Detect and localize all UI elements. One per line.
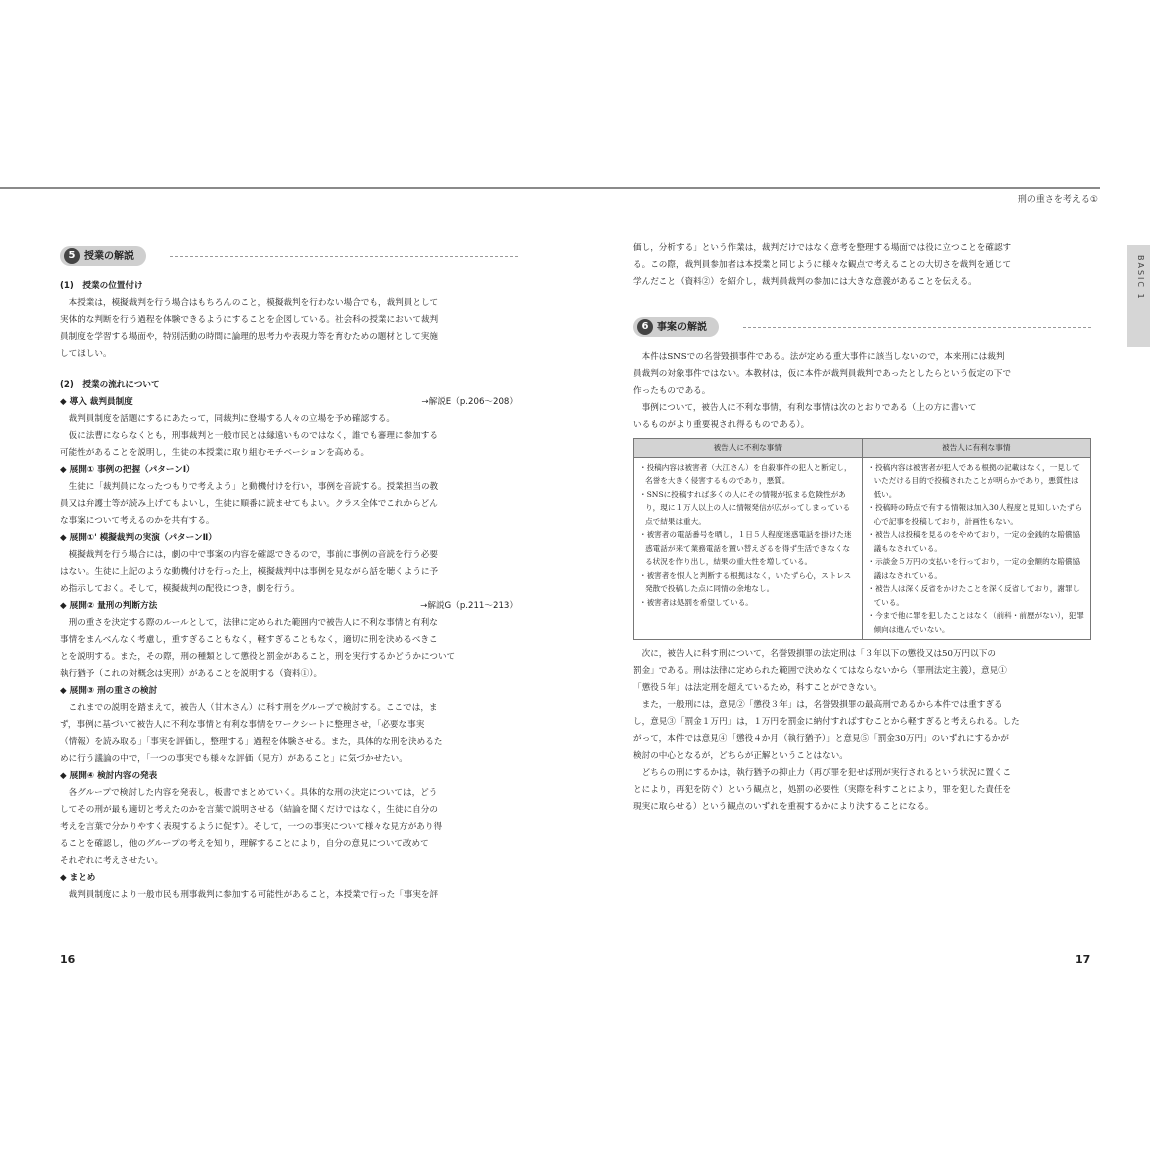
text-line: 事例について，被告人に不利な事情，有利な事情は次のとおりである（上の方に書いて (641, 403, 977, 413)
page-number-right: 17 (1075, 953, 1091, 966)
table-header-favorable: 被告人に有利な事情 (862, 439, 1091, 458)
text-line: これまでの説明を踏まえて，被告人（甘木さん）に科す刑をグループで検討する。ここでは，ま (68, 703, 438, 713)
bullet-heading: ◆ 展開① 事例の把握（パターンⅠ） (60, 465, 195, 475)
list-item: ・ 被告人は深く反省をかけたことを深く反省しており，謝罪している。 (868, 582, 1086, 609)
section-number: 6 (637, 319, 653, 335)
text-line: いるものがより重要視され得るものである）。 (633, 420, 810, 430)
text-line: とを説明する。また，その際，刑の種類として懲役と罰金があること，刑を実行するかどうかについて (60, 652, 456, 662)
text-line: 「懲役５年」は法定刑を超えているため，科すことができない。 (633, 683, 882, 693)
subheading: (2) 授業の流れについて (60, 380, 160, 390)
section-6-heading (633, 317, 1091, 339)
text-line: 仮に法曹にならなくとも，刑事裁判と一般市民とは縁遠いものではなく，誰でも審理に参加する (68, 431, 438, 441)
text-line: 各グループで検討した内容を発表し，板書でまとめていく。具体的な刑の決定については，どう (68, 788, 438, 798)
list-item: ・ 被害者は処罰を希望している。 (639, 596, 857, 610)
text-line: めに行う議論の中で，「一つの事実でも様々な評価（見方）があること」に気づかせたい。 (60, 754, 408, 764)
text-line: し，意見③「罰金１万円」は，１万円を罰金に納付すればすむことから軽すぎると考えられる。した (633, 717, 1020, 727)
text-line: 罰金」である。刑は法律に定められた範囲で決めなくてはならないから（罪刑法定主義），意見① (633, 666, 1007, 676)
text-line: な事案について考えるのかを共有する。 (60, 516, 215, 526)
cross-reference: →解説E（p.206〜208） (421, 397, 518, 407)
text-line: してその刑が最も適切と考えたのかを言葉で説明させる（結論を聞くだけではなく，生徒に自分の (60, 805, 438, 815)
text-line: 次に，被告人に科す刑について，名誉毀損罪の法定刑は「３年以下の懲役又は50万円以下の (641, 649, 996, 659)
bullet-heading: ◆ 展開③ 刑の重さの検討 (60, 686, 158, 696)
text-line: どちらの刑にするかは，執行猶予の抑止力（再び罪を犯せば刑が実行されるという状況に置くこ (641, 768, 1012, 778)
bullet-label: 展開③ 刑の重さの検討 (69, 686, 158, 696)
header-rule (0, 187, 1100, 189)
text-line: 裁判員制度を話題にするにあたって，同裁判に登場する人々の立場を予め確認する。 (68, 414, 395, 424)
list-item: ・ 投稿内容は被害者が犯人である根拠の記載はなく，一見していただける目的で投稿されたことが明らかであり，悪質性は低い。 (868, 461, 1086, 502)
text-line: 現実に取らせる）という観点のいずれを重視するかにより決することになる。 (633, 802, 934, 812)
bullet-label: 展開① 事例の把握（パターンⅠ） (69, 465, 195, 475)
text-line: 作ったものである。 (633, 386, 711, 396)
text-line: る。この際，裁判員参加者は本授業と同じように様々な観点で考えることの大切さを裁判を通じて (633, 260, 1012, 270)
text-line: はない。生徒に上記のような動機付けを行った上，模擬裁判中は事例を見ながら話を聴くように予 (60, 567, 439, 577)
bullet-heading: ◆ 展開② 量刑の判断方法 →解説G（p.211〜213） (60, 598, 518, 615)
text-line: とにより，再犯を防ぐ）という観点と，処罰の必要性（実際を科すことにより，罪を犯した責任を (633, 785, 1012, 795)
text-line: 可能性があることを説明し，生徒の本授業に取り組むモチベーションを高める。 (60, 448, 370, 458)
bullet-heading: ◆ 展開①' 模擬裁判の実演（パターンⅡ） (60, 533, 217, 543)
section-title: 授業の解説 (84, 250, 134, 262)
bullet-label: 展開② 量刑の判断方法 (69, 601, 158, 611)
list-item: ・ 今まで他に罪を犯したことはなく（前科・前歴がない），犯罪傾向は進んでいない。 (868, 609, 1086, 636)
text-line: め指示しておく。そして，模擬裁判の配役につき，劇を行う。 (60, 584, 300, 594)
running-title: 刑の重さを考える① (1017, 195, 1098, 205)
left-page (60, 240, 518, 904)
cross-reference: →解説G（p.211〜213） (420, 601, 518, 611)
list-item: ・ SNSに投稿すれば多くの人にその情報が拡まる危険性があり，現に１万人以上の人に情報発信が広がってしまっている点で結果は重大。 (639, 488, 857, 529)
bullet-heading: ◆ 展開④ 検討内容の発表 (60, 771, 158, 781)
side-tab-label: BASIC 1 (1136, 255, 1145, 301)
bullet-heading: ◆ 導入 裁判員制度 →解説E（p.206〜208） (60, 394, 518, 411)
section-title: 事案の解説 (657, 321, 707, 333)
table-header-unfavorable: 被告人に不利な事情 (634, 439, 863, 458)
bullet-label: 展開④ 検討内容の発表 (69, 771, 158, 781)
text-line: 刑の重さを決定する際のルールとして，法律に定められた範囲内で被告人に不利な事情と有利な (68, 618, 438, 628)
page-number-left: 16 (60, 953, 76, 966)
list-item: ・ 示談金５万円の支払いを行っており，一定の金額的な賠償協議はなされている。 (868, 555, 1086, 582)
bullet-heading: ◆ まとめ (60, 873, 96, 883)
text-line: 本授業は，模擬裁判を行う場合はもちろんのこと，模擬裁判を行わない場合でも，裁判員として (68, 298, 439, 308)
text-line: 検討の中心となるが，どちらが正解ということはない。 (633, 751, 848, 761)
text-line: それぞれに考えさせたい。 (60, 856, 164, 866)
text-line: ることを確認し，他のグループの考えを知り，理解することにより，自分の意見について改めて (60, 839, 429, 849)
list-item: ・ 被害者の電話番号を晒し，１日５人程度迷惑電話を掛けた迷惑電話が来て業務電話を置い替えざるを得ず生活できなくなる状況を作り出し，結果の重大性を増している。 (639, 528, 857, 569)
text-line: 本件はSNSでの名誉毀損事件である。法が定める重大事件に該当しないので，本来刑には裁判 (641, 352, 1005, 362)
text-line: 執行猶予（これの対概念は実刑）があることを説明する（資料①）。 (60, 669, 323, 679)
text-line: （情報）を読み取る」「事実を評価し，整理する」過程を体験させる。また，具体的な刑を決めるた (60, 737, 443, 747)
text-line: また，一般刑には，意見②「懲役３年」は，名誉毀損罪の最高刑であるから本件では重すぎる (641, 700, 1003, 710)
text-line: 事情をまんべんなく考慮し，重すぎることもなく，軽すぎることもなく，適切に刑を決めるべきこ (60, 635, 438, 645)
text-line: 員又は弁護士等が読み上げてもよいし，生徒に順番に読ませてもよい。クラス全体でこれからどん (60, 499, 438, 509)
list-item: ・ 投稿内容は被害者（大江さん）を自殺事件の犯人と断定し，名誉を大きく侵害するものであり，悪質。 (639, 461, 857, 488)
text-line: がって，本件では意見④「懲役４か月（執行猶予）」と意見⑤「罰金30万円」のいずれにするかが (633, 734, 1009, 744)
list-item: ・ 被害者を恨人と判断する根拠はなく，いたずら心，ストレス発散で投稿した点に同情の余地なし。 (639, 569, 857, 596)
text-line: 価し，分析する」という作業は，裁判だけではなく意考を整理する場面では役に立つことを確認す (633, 243, 1012, 253)
section-5-heading (60, 246, 518, 268)
favorable-cell (862, 457, 1091, 640)
subheading: (1) 授業の位置付け (60, 281, 143, 291)
text-line: 模擬裁判を行う場合には，劇の中で事案の内容を確認できるので，事前に事例の音読を行う必要 (68, 550, 438, 560)
paragraph (60, 295, 518, 363)
bullet-label: まとめ (69, 873, 96, 883)
text-line: 裁判員制度により一般市民も刑事裁判に参加する可能性があること，本授業で行った「事実を評 (68, 890, 439, 900)
section-number: 5 (64, 248, 80, 264)
text-line: 学んだこと（資料②）を紹介し，裁判員裁判の参加には大きな意義があることを伝える。 (633, 277, 977, 287)
text-line: 員制度を学習する場面や，特別活動の時間に論理的思考力や表現力等を育むための題材として実施 (60, 332, 438, 342)
bullet-label: 導入 裁判員制度 (69, 397, 133, 407)
text-line: ず，事例に基づいて被告人に不利な事情と有利な事情をワークシートに整理させ，「必要な事実 (60, 720, 425, 730)
bullet-label: 展開①' 模擬裁判の実演（パターンⅡ） (69, 533, 217, 543)
unfavorable-cell (634, 457, 863, 640)
list-item: ・ 投稿時の時点で有する情報は加入30人程度と見知しいたずら心で記事を投稿しており，計画性もない。 (868, 501, 1086, 528)
text-line: 生徒に「裁判員になったつもりで考えよう」と動機付けを行い，事例を音読する。授業担当の教 (68, 482, 439, 492)
right-page (633, 240, 1091, 816)
text-line: してほしい。 (60, 349, 112, 359)
text-line: 考えを言葉で分かりやすく表現するように促す）。そして，一つの事実について様々な見方があり得 (60, 822, 443, 832)
chapter-side-tab (1127, 245, 1150, 347)
text-line: 実体的な判断を行う過程を体験できるようにすることを企図している。社会科の授業において裁判 (60, 315, 439, 325)
circumstances-table (633, 438, 1091, 640)
list-item: ・ 被告人は投稿を見るのをやめており，一定の金銭的な賠償協議もなされている。 (868, 528, 1086, 555)
text-line: 員裁判の対象事件ではない。本教材は，仮に本件が裁判員裁判であったとしたらという仮定の下で (633, 369, 1012, 379)
